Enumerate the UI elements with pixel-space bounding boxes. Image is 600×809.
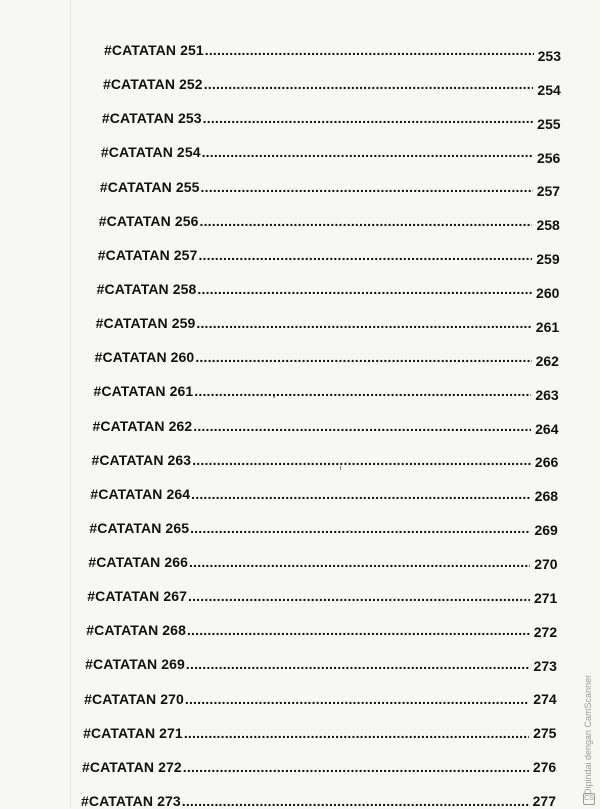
toc-entry[interactable] (92, 417, 559, 437)
toc-leader-dots (204, 76, 534, 92)
toc-entry[interactable] (86, 622, 557, 638)
toc-leader-dots (203, 110, 534, 126)
toc-entry[interactable] (84, 691, 557, 707)
scan-speck (273, 396, 275, 398)
toc-entry-label: #CATATAN 253 (101, 110, 202, 127)
toc-entry-label: #CATATAN 254 (100, 144, 201, 161)
toc-entry[interactable] (94, 349, 559, 369)
toc-entry-page-number: 275 (533, 725, 557, 742)
toc-entry-page-number: 270 (534, 555, 558, 572)
toc-entry[interactable] (81, 793, 556, 809)
toc-entry[interactable] (90, 485, 559, 505)
toc-leader-dots (196, 315, 531, 331)
toc-leader-dots (182, 793, 529, 809)
toc-entry-page-number: 264 (535, 420, 559, 437)
toc-entry-page-number: 274 (533, 691, 557, 708)
toc-entry-page-number: 257 (536, 183, 561, 200)
toc-entry[interactable] (104, 42, 561, 64)
toc-leader-dots (189, 554, 530, 570)
toc-entry-page-number: 268 (534, 488, 559, 505)
toc-leader-dots (188, 588, 530, 604)
toc-entry[interactable] (87, 588, 557, 604)
watermark-text: Dipindai dengan CamScanner (583, 674, 593, 795)
toc-entry-label: #CATATAN 260 (94, 349, 195, 366)
toc-leader-dots (190, 520, 530, 536)
toc-entry-page-number: 262 (535, 352, 559, 369)
toc-entry-page-number: 271 (533, 589, 558, 606)
toc-entry[interactable] (101, 110, 561, 132)
toc-entry-page-number: 259 (536, 251, 560, 268)
toc-entry-page-number: 263 (535, 386, 559, 403)
toc-entry[interactable] (96, 280, 560, 302)
toc-entry[interactable] (83, 725, 556, 741)
toc-entry-label: #CATATAN 251 (104, 42, 204, 58)
toc-entry-page-number: 272 (533, 623, 558, 640)
toc-entry-label: #CATATAN 270 (84, 690, 184, 707)
toc-leader-dots (195, 349, 531, 365)
toc-entry[interactable] (91, 451, 559, 471)
toc-entry[interactable] (93, 383, 559, 403)
toc-entry-page-number: 260 (536, 285, 560, 302)
toc-entry-label: #CATATAN 256 (98, 212, 199, 229)
toc-entry-page-number: 256 (536, 149, 561, 166)
toc-entry[interactable] (85, 656, 557, 672)
toc-entry[interactable] (97, 246, 560, 268)
toc-entry[interactable] (89, 519, 558, 539)
toc-entry-page-number: 261 (535, 318, 560, 335)
toc-entry-label: #CATATAN 273 (81, 793, 181, 809)
toc-entry-label: #CATATAN 259 (95, 315, 196, 332)
toc-entry-label: #CATATAN 272 (82, 758, 182, 775)
toc-entry[interactable] (88, 554, 557, 570)
toc-entry-label: #CATATAN 261 (93, 383, 194, 400)
toc-entry-label: #CATATAN 264 (90, 485, 191, 502)
toc-leader-dots (192, 452, 531, 468)
toc-leader-dots (198, 247, 532, 263)
toc-leader-dots (183, 759, 529, 775)
toc-entry-page-number: 266 (534, 454, 559, 471)
toc-entry[interactable] (102, 76, 561, 98)
toc-leader-dots (184, 725, 529, 741)
toc-leader-dots (205, 42, 534, 58)
toc-entry-label: #CATATAN 267 (87, 588, 187, 605)
toc-leader-dots (194, 383, 531, 399)
toc-leader-dots (185, 691, 529, 707)
toc-entry-label: #CATATAN 263 (91, 451, 192, 468)
toc-entry[interactable] (98, 212, 560, 234)
toc-entry-label: #CATATAN 265 (89, 519, 190, 536)
toc-entry-label: #CATATAN 269 (85, 656, 185, 673)
toc-leader-dots (193, 418, 531, 434)
toc-entry-page-number: 253 (537, 48, 561, 64)
toc-entry-page-number: 273 (533, 657, 557, 674)
toc-entry-label: #CATATAN 266 (88, 554, 189, 571)
toc-entry[interactable] (95, 315, 560, 335)
toc-entry-page-number: 255 (537, 115, 561, 132)
toc-leader-dots (202, 144, 533, 160)
toc-entry-page-number: 254 (537, 81, 561, 98)
toc-entry-label: #CATATAN 268 (86, 622, 186, 639)
toc-leader-dots (191, 486, 531, 502)
toc-leader-dots (197, 281, 532, 297)
toc-entry-label: #CATATAN 271 (83, 724, 183, 741)
toc-entry-label: #CATATAN 257 (97, 246, 198, 263)
toc-entry-label: #CATATAN 255 (99, 178, 200, 195)
toc-entry[interactable] (99, 178, 561, 200)
toc-entry[interactable] (100, 144, 561, 166)
toc-entry-page-number: 276 (532, 759, 557, 776)
toc-entry-page-number: 258 (536, 217, 560, 234)
toc-leader-dots (200, 213, 533, 229)
toc-entry-page-number: 269 (534, 522, 558, 539)
toc-entry-label: #CATATAN 262 (92, 417, 193, 434)
toc-leader-dots (201, 179, 533, 195)
scan-speck (349, 530, 350, 531)
toc-leader-dots (187, 622, 530, 638)
toc-entry-label: #CATATAN 252 (102, 76, 203, 93)
camscanner-logo-icon: CS (583, 793, 595, 805)
toc-entry-page-number: 277 (532, 793, 556, 809)
toc-entry-label: #CATATAN 258 (96, 280, 197, 297)
toc-entry[interactable] (82, 759, 556, 775)
toc-leader-dots (186, 656, 530, 672)
scanner-watermark (582, 655, 594, 805)
scan-speck (340, 466, 341, 470)
